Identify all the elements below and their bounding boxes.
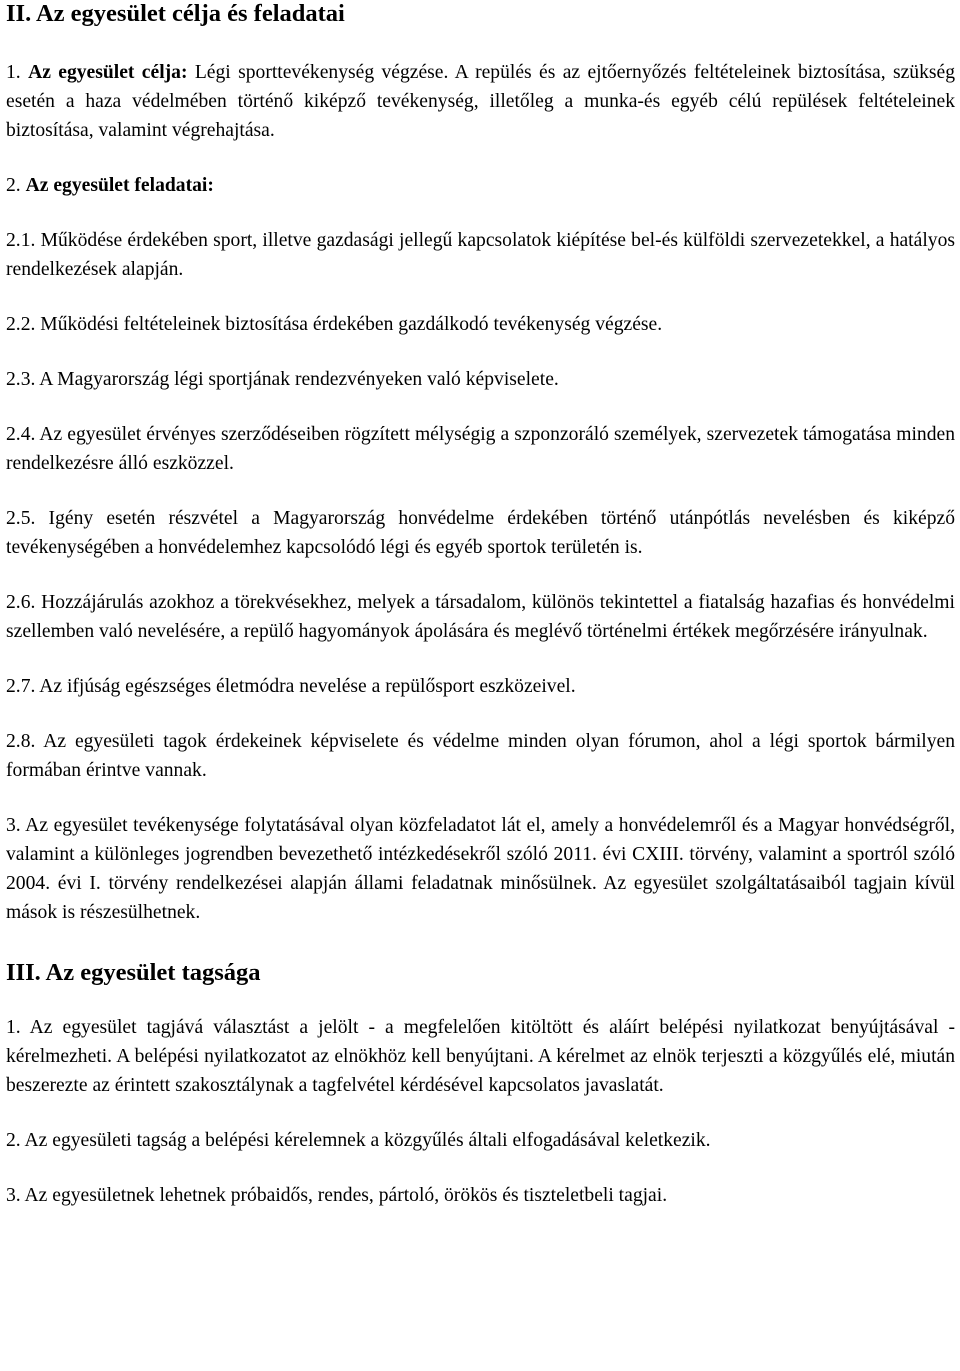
paragraph-number: 2.: [6, 175, 26, 196]
section-2-paragraph-1: [6, 58, 955, 145]
purpose-label: Az egyesület célja:: [28, 62, 188, 83]
task-item-2-4: 2.4. Az egyesület érvényes szerződéseiben rögzített mélységig a szponzoráló személyek, szervezetek támogatása minden rendelkezésre álló eszközzel.: [6, 424, 955, 474]
task-item-2-8: 2.8. Az egyesületi tagok érdekeinek képviselete és védelme minden olyan fórumon, ahol a légi sportok bármilyen formában érintve vannak.: [6, 731, 955, 781]
task-item-2-7: 2.7. Az ifjúság egészséges életmódra nevelése a repülősport eszközeivel.: [6, 676, 576, 697]
tasks-label: Az egyesület feladatai:: [25, 175, 214, 196]
task-item-2-2: 2.2. Működési feltételeinek biztosítása érdekében gazdálkodó tevékenység végzése.: [6, 314, 663, 335]
section-3-paragraph-3: 3. Az egyesületnek lehetnek próbaidős, rendes, pártoló, örökös és tiszteletbeli tagjai.: [6, 1185, 668, 1206]
task-item-2-5: 2.5. Igény esetén részvétel a Magyarország honvédelme érdekében történő utánpótlás nevelésben és kiképző tevékenységében a honvédelemhez kapcsolódó légi és egyéb sportok területén is.: [6, 508, 955, 558]
purpose-text: Légi sporttevékenység végzése. A repülés és az ejtőernyőzés feltételeinek biztosítása, szükség esetén a haza védelmében történő kiképző tevékenység, illetőleg a munka-és egyéb célú repülések feltételeinek biztosítása, valamint végrehajtása.: [6, 62, 955, 141]
section-3-heading: III. Az egyesület tagsága: [6, 959, 261, 986]
section-2-paragraph-3: 3. Az egyesület tevékenysége folytatásával olyan közfeladatot lát el, amely a honvédelemről és a Magyar honvédségről, valamint a különleges jogrendben bevezethető intézkedésekről szóló 2011. évi CXIII. törvény, valamint a sportról szóló 2004. évi I. törvény rendelkezései alapján állami feladatnak minősülnek. Az egyesület szolgáltatásaiból tagjain kívül mások is részesülhetnek.: [6, 815, 955, 923]
task-item-2-1: 2.1. Működése érdekében sport, illetve gazdasági jellegű kapcsolatok kiépítése bel-és külföldi szervezetekkel, a hatályos rendelkezések alapján.: [6, 230, 955, 280]
section-2-paragraph-2: [6, 171, 955, 200]
task-item-2-3: 2.3. A Magyarország légi sportjának rendezvényeken való képviselete.: [6, 369, 559, 390]
task-item-2-6: 2.6. Hozzájárulás azokhoz a törekvésekhez, melyek a társadalom, különös tekintettel a fiatalság hazafias és honvédelmi szellemben való nevelésére, a repülő hagyományok ápolására és meglévő történelmi értékek megőrzésére irányulnak.: [6, 592, 955, 642]
paragraph-number: 1.: [6, 62, 29, 83]
section-2-heading: II. Az egyesület célja és feladatai: [6, 0, 345, 27]
section-3-paragraph-1: 1. Az egyesület tagjává választást a jelölt - a megfelelően kitöltött és aláírt belépési nyilatkozat benyújtásával - kérelmezheti. A belépési nyilatkozatot az elnökhöz kell benyújtani. A kérelmet az elnök terjeszti a közgyűlés elé, miután beszerezte az érintett szakosztálynak a tagfelvétel kérdésével kapcsolatos javaslatát.: [6, 1017, 955, 1096]
section-3-paragraph-2: 2. Az egyesületi tagság a belépési kérelemnek a közgyűlés általi elfogadásával keletkezik.: [6, 1130, 711, 1151]
document-page: [6, 0, 955, 1210]
